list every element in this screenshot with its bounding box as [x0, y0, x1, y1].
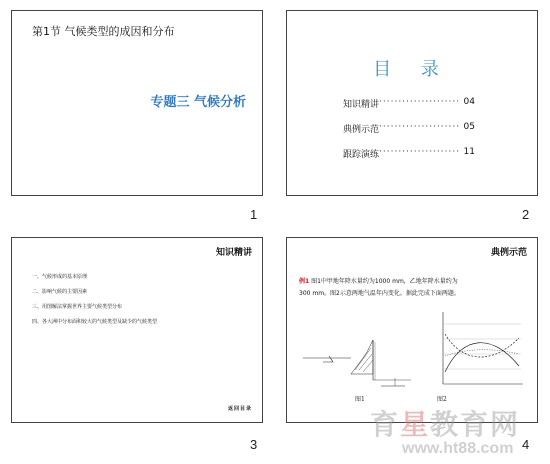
slide-1-subtitle: 第1节 气候类型的成因和分布: [32, 25, 175, 38]
slide-2-number: 2: [522, 207, 530, 222]
example-question: [299, 276, 467, 300]
watermark-part-a: 育: [370, 408, 401, 441]
toc-leader-dots: ·····················: [379, 147, 461, 157]
toc-item-page: 04: [463, 97, 475, 107]
outline-item: 二、影响气候的主要因素: [32, 289, 88, 295]
slide-1-number: 1: [250, 207, 258, 222]
toc-item-label: 知识精讲: [343, 100, 380, 110]
toc-leader-dots: ·····················: [379, 122, 461, 132]
slide-4-thumbnail[interactable]: [286, 237, 538, 423]
figure-2-temperature-curves: [423, 304, 531, 404]
toc-item: [343, 122, 475, 135]
example-tag: 例1: [299, 278, 310, 285]
toc-item-label: 跟踪演练: [343, 150, 380, 160]
toc-item-page: 05: [463, 122, 475, 132]
slide-3-number: 3: [250, 437, 258, 452]
outline-item: 一、气候形成的基本原理: [32, 274, 88, 280]
toc-item-page: 11: [463, 147, 475, 157]
outline-item: 三、用图解法掌握世界主要气候类型分布: [32, 304, 123, 310]
watermark-url: www.ht88.com: [402, 440, 514, 457]
slide-1-title: 专题三 气候分析: [150, 95, 246, 110]
slide-3-heading: 知识精讲: [215, 248, 252, 258]
example-text: 图1中甲地年降水量约为1000 mm，乙地年降水量约为300 mm。图2示意两地气温年内变化。据此完成下面两题。: [299, 278, 460, 297]
watermark-part-b: 教育网: [430, 408, 521, 441]
slide-4-heading: 典例示范: [490, 248, 527, 258]
outline-item: 四、各大洲中分布面积较大的气候类型及缺少的气候类型: [32, 319, 158, 325]
slide-1-thumbnail[interactable]: [11, 10, 263, 196]
figure-1-label: 图1: [355, 396, 365, 403]
back-to-toc-link[interactable]: 返回目录: [227, 406, 252, 412]
watermark-star: 星: [400, 408, 431, 441]
figure-2-label: 图2: [437, 396, 447, 403]
slide-4-number: 4: [522, 437, 530, 452]
toc-item: [343, 147, 475, 160]
slide-3-thumbnail[interactable]: [11, 237, 263, 423]
slide-2-thumbnail[interactable]: [286, 10, 538, 196]
toc-item: [343, 97, 475, 110]
toc-item-label: 典例示范: [343, 125, 380, 135]
toc-leader-dots: ·····················: [379, 97, 461, 107]
toc-heading: 目 录: [373, 59, 451, 80]
watermark-text: [370, 403, 520, 443]
